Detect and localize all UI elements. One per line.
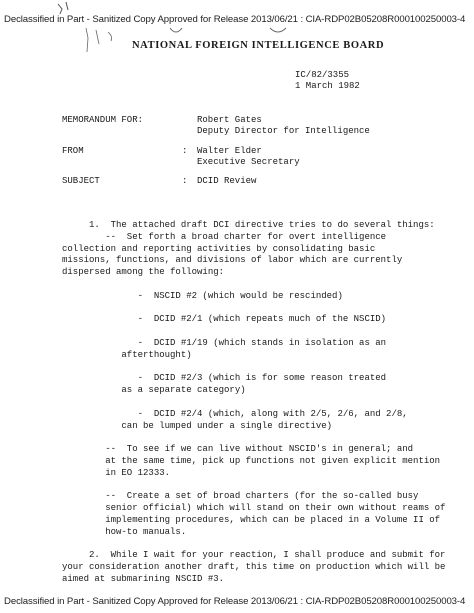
- body-line: -- Set forth a broad charter for overt intelligence: [62, 231, 387, 242]
- sender-name: Walter Elder: [197, 146, 262, 156]
- subject-value: DCID Review: [197, 176, 257, 186]
- body-line: - NSCID #2 (which would be rescinded): [62, 290, 343, 301]
- subject-colon: :: [182, 176, 188, 186]
- body-line: aimed at submarining NSCID #3.: [62, 574, 225, 584]
- recipient-title: Deputy Director for Intelligence: [197, 126, 370, 136]
- body-line: -- To see if we can live without NSCID's in general; and: [62, 444, 414, 455]
- body-line: - DCID #2/1 (which repeats much of the NSCID): [62, 314, 387, 325]
- recipient-name: Robert Gates: [197, 115, 262, 125]
- subject-label: SUBJECT: [62, 176, 100, 186]
- sender-title: Executive Secretary: [197, 157, 300, 167]
- body-line: 1. The attached draft DCI directive tries to do several things:: [62, 220, 435, 230]
- handwritten-mark: [0, 0, 130, 60]
- body-line: can be lumped under a single directive): [62, 420, 333, 431]
- body-line: missions, functions, and divisions of labor which are currently: [62, 255, 403, 266]
- board-heading: NATIONAL FOREIGN INTELLIGENCE BOARD: [132, 40, 385, 51]
- from-label: FROM: [62, 146, 84, 156]
- body-line: in EO 12333.: [62, 467, 171, 478]
- body-line: collection and reporting activities by consolidating basic: [62, 243, 376, 254]
- body-line: -- Create a set of broad charters (for the so-called busy: [62, 491, 419, 502]
- from-colon: :: [182, 146, 188, 156]
- body-line: dispersed among the following:: [62, 267, 225, 278]
- body-line: - DCID #2/3 (which is for some reason treated: [62, 373, 387, 384]
- body-line: implementing procedures, which can be placed in a Volume II of: [62, 515, 441, 525]
- reference-number: IC/82/3355: [295, 70, 350, 80]
- memorandum-for-label: MEMORANDUM FOR:: [62, 115, 144, 125]
- body-line: - DCID #2/4 (which, along with 2/5, 2/6, and 2/8,: [62, 408, 408, 419]
- declassification-banner-top: Declassified in Part - Sanitized Copy Approved for Release 2013/06/21 : CIA-RDP02B05208R000100250003-4: [4, 14, 466, 25]
- body-line: senior official) which will stand on their own without reams of: [62, 503, 446, 514]
- memo-date: 1 March 1982: [295, 81, 360, 91]
- body-line: as a separate category): [62, 385, 246, 396]
- body-line: how-to manuals.: [62, 526, 187, 537]
- body-line: afterthought): [62, 349, 192, 360]
- body-line: at the same time, pick up functions not given explicit mention: [62, 456, 441, 466]
- declassification-banner-bottom: Declassified in Part - Sanitized Copy Approved for Release 2013/06/21 : CIA-RDP02B05208R000100250003-4: [4, 596, 466, 607]
- body-line: - DCID #1/19 (which stands in isolation as an: [62, 338, 387, 348]
- body-line: your consideration another draft, this time on production which will be: [62, 562, 446, 573]
- body-line: 2. While I wait for your reaction, I shall produce and submit for: [62, 550, 446, 561]
